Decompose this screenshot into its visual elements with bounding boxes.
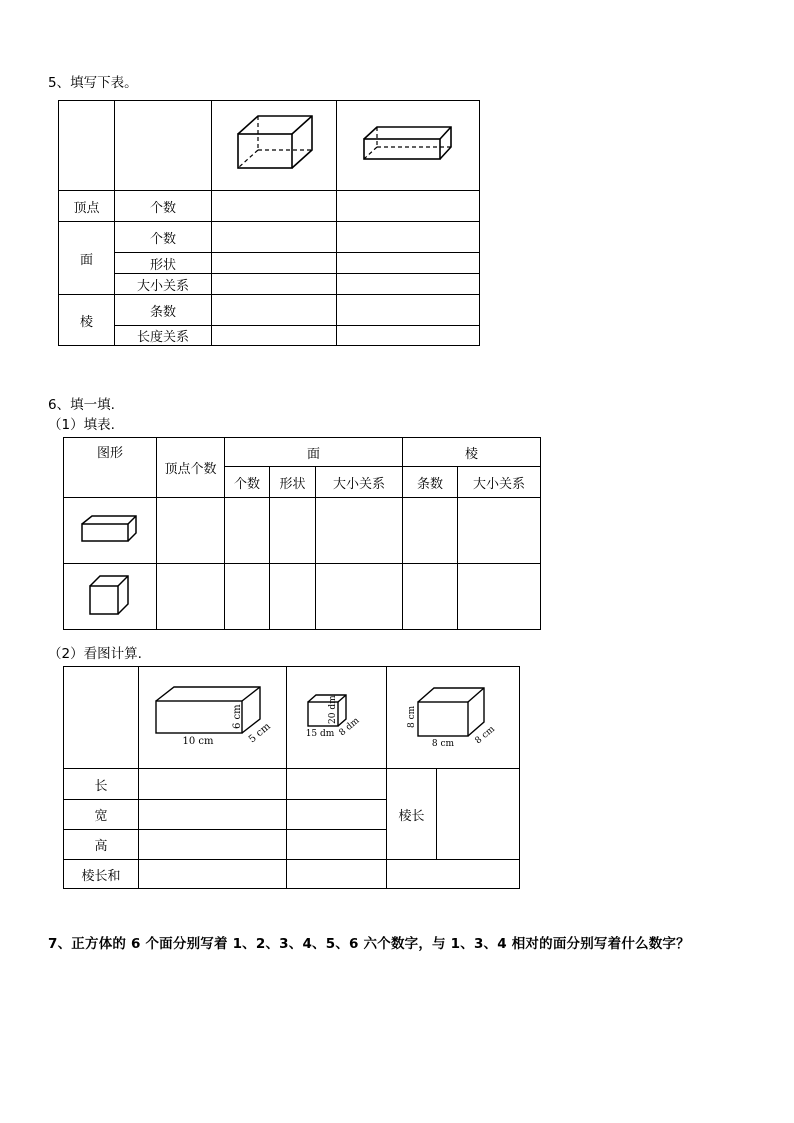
fig3-height-label: 8 cm: [407, 705, 417, 728]
t2-fig1-cell: [139, 667, 287, 769]
fig3-length-label: 8 cm: [431, 738, 455, 748]
q6-part2-title: （2）看图计算.: [48, 646, 142, 662]
t2-answer-cell[interactable]: [139, 860, 287, 889]
q5-vertex-label: 顶点: [59, 191, 115, 222]
t1-answer-cell[interactable]: [270, 498, 316, 564]
cube-figure: [88, 574, 132, 616]
q5-answer-cell[interactable]: [337, 295, 480, 326]
t2-edge-length-label: 棱长: [387, 769, 437, 860]
q5-vertex-count-label: 个数: [115, 191, 212, 222]
q7-text: 7、正方体的 6 个面分别写着 1、2、3、4、5、6 六个数字，与 1、3、4 相对的面分别写着什么数字？: [48, 936, 690, 952]
t1-cuboid-cell: [64, 498, 157, 564]
t2-edge-sum-label: 棱长和: [64, 860, 139, 889]
fig3-width-label: 8 cm: [473, 723, 497, 746]
t1-cube-cell: [64, 564, 157, 630]
t1-face-size-header: 大小关系: [316, 467, 403, 498]
fig1-height-label: 6 cm: [231, 703, 243, 729]
fig1-length-label: 10 cm: [182, 735, 213, 747]
t2-answer-cell[interactable]: [139, 800, 287, 830]
t1-vertex-header: 顶点个数: [157, 438, 225, 498]
cuboid-15-8-20-figure: [302, 692, 372, 740]
q5-answer-cell[interactable]: [212, 191, 337, 222]
q5-face-label: 面: [59, 222, 115, 295]
q5-answer-cell[interactable]: [212, 253, 337, 274]
q6-part1-title: （1）填表.: [48, 417, 115, 433]
t1-answer-cell[interactable]: [458, 498, 541, 564]
t2-answer-cell[interactable]: [387, 860, 520, 889]
t1-edge-size-header: 大小关系: [458, 467, 541, 498]
t1-edge-header: 棱: [403, 438, 541, 467]
t2-answer-cell[interactable]: [139, 769, 287, 800]
q5-face-size-label: 大小关系: [115, 274, 212, 295]
q5-face-count-label: 个数: [115, 222, 212, 253]
t1-face-count-header: 个数: [225, 467, 270, 498]
q5-table: [58, 100, 480, 346]
cuboid-10-5-6-figure: [148, 685, 278, 747]
t2-answer-cell[interactable]: [437, 769, 520, 860]
t2-answer-cell[interactable]: [287, 800, 387, 830]
q5-title: 5、填写下表。: [48, 75, 138, 91]
fig1-width-label: 5 cm: [246, 720, 273, 745]
t1-answer-cell[interactable]: [403, 564, 458, 630]
q5-cuboid-cell: [337, 101, 480, 191]
t2-corner-cell: [64, 667, 139, 769]
t1-answer-cell[interactable]: [225, 564, 270, 630]
q5-answer-cell[interactable]: [212, 326, 337, 346]
t1-answer-cell[interactable]: [157, 564, 225, 630]
t1-answer-cell[interactable]: [225, 498, 270, 564]
fig2-length-label: 15 dm: [305, 728, 334, 739]
t1-face-shape-header: 形状: [270, 467, 316, 498]
t2-answer-cell[interactable]: [287, 830, 387, 860]
q5-corner-cell: [59, 101, 115, 191]
t1-answer-cell[interactable]: [157, 498, 225, 564]
q5-edge-label: 棱: [59, 295, 115, 346]
t1-answer-cell[interactable]: [316, 564, 403, 630]
q5-answer-cell[interactable]: [337, 222, 480, 253]
fig2-height-label: 20 dm: [327, 694, 338, 724]
q5-edge-count-label: 条数: [115, 295, 212, 326]
t2-height-label: 高: [64, 830, 139, 860]
fig2-width-label: 8 dm: [337, 715, 361, 738]
t2-fig3-cell: [387, 667, 520, 769]
t2-fig2-cell: [287, 667, 387, 769]
q6-table1: [63, 437, 541, 630]
t1-edge-count-header: 条数: [403, 467, 458, 498]
t1-answer-cell[interactable]: [403, 498, 458, 564]
q6-title: 6、填一填.: [48, 397, 115, 413]
q5-face-shape-label: 形状: [115, 253, 212, 274]
t1-face-header: 面: [225, 438, 403, 467]
t1-answer-cell[interactable]: [316, 498, 403, 564]
q6-table2: [63, 666, 520, 889]
q5-edge-length-label: 长度关系: [115, 326, 212, 346]
t1-figure-header: 图形: [64, 438, 157, 498]
t1-answer-cell[interactable]: [458, 564, 541, 630]
q5-answer-cell[interactable]: [337, 253, 480, 274]
q5-answer-cell[interactable]: [337, 274, 480, 295]
t2-answer-cell[interactable]: [287, 860, 387, 889]
t2-answer-cell[interactable]: [139, 830, 287, 860]
t2-answer-cell[interactable]: [287, 769, 387, 800]
q5-answer-cell[interactable]: [212, 274, 337, 295]
q5-answer-cell[interactable]: [337, 326, 480, 346]
t1-answer-cell[interactable]: [270, 564, 316, 630]
t2-width-label: 宽: [64, 800, 139, 830]
cuboid-figure: [80, 514, 140, 544]
q5-cube-cell: [212, 101, 337, 191]
q5-answer-cell[interactable]: [212, 295, 337, 326]
cuboid-figure: [361, 125, 455, 163]
q5-answer-cell[interactable]: [337, 191, 480, 222]
q5-answer-cell[interactable]: [212, 222, 337, 253]
cube-figure: [234, 114, 314, 174]
cube-8-figure: [398, 684, 508, 748]
t2-length-label: 长: [64, 769, 139, 800]
q5-header-cell: [115, 101, 212, 191]
